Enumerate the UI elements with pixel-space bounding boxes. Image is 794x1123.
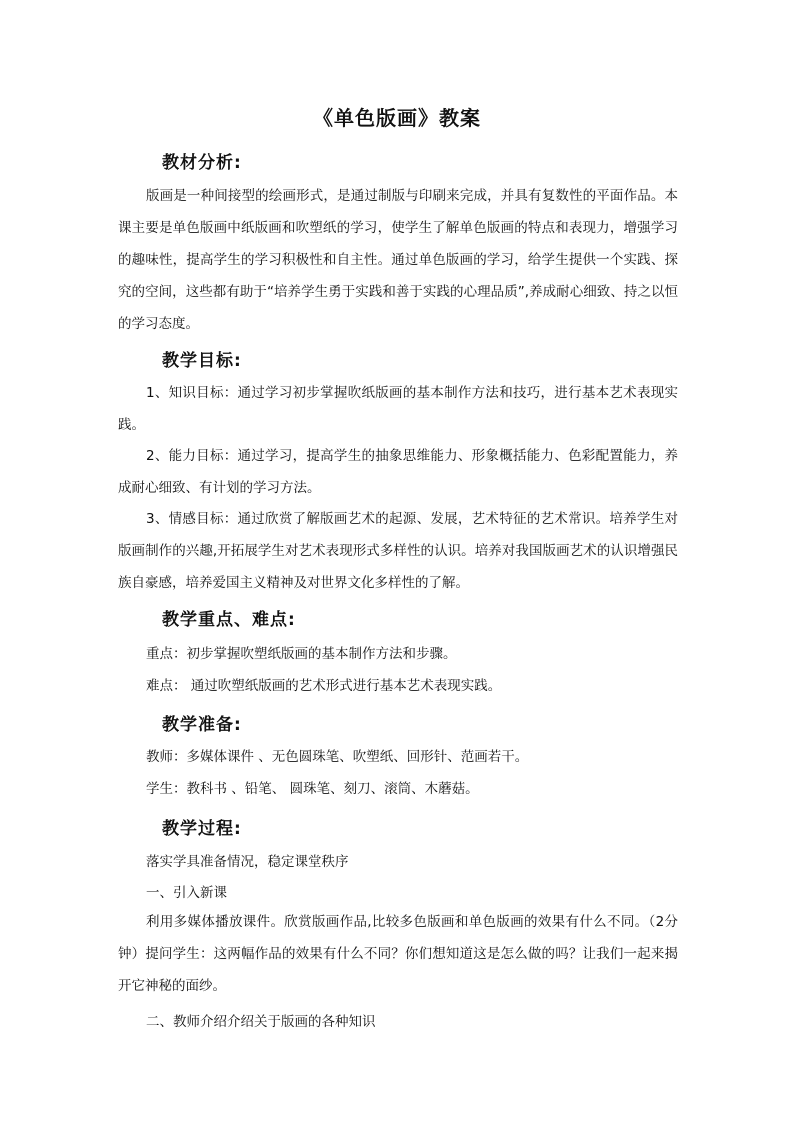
difficulty-line: 难点： 通过吹塑纸版画的艺术形式进行基本艺术表现实践。 (146, 678, 502, 694)
process-step1-title: 一、引入新课 (146, 885, 227, 901)
goal-item-ability: 2、能力目标：通过学习，提高学生的抽象思维能力、形象概括能力、色彩配置能力，养成耐心细致、有计划的学习方法。 (118, 448, 678, 496)
teacher-preparation-line: 教师：多媒体课件 、无色圆珠笔、吹塑纸、回形针、范画若干。 (146, 749, 529, 765)
process-step2-title: 二、教师介绍介绍关于版画的各种知识 (146, 1014, 376, 1030)
goal-item-emotion: 3、情感目标：通过欣赏了解版画艺术的起源、发展，艺术特征的艺术常识。培养学生对版画制作的兴趣,开拓展学生对艺术表现形式多样性的认识。培养对我国版画艺术的认识增强民族自豪感，培养爱国主义精神及对世界文化多样性的了解。 (118, 511, 678, 591)
student-preparation-line: 学生：教科书 、铅笔、 圆珠笔、刻刀、滚筒、木蘑菇。 (146, 781, 479, 797)
section-heading-preparation: 教学准备: (162, 715, 242, 735)
document-title: 《单色版画》教案 (313, 106, 481, 130)
key-point-line: 重点：初步掌握吹塑纸版画的基本制作方法和步骤。 (146, 646, 457, 662)
process-step1-paragraph: 利用多媒体播放课件。欣赏版画作品,比较多色版画和单色版画的效果有什么不同。（2分钟）提问学生：这两幅作品的效果有什么不同？你们想知道这是怎么做的吗？让我们一起来揭开它神秘的面纱。 (118, 914, 678, 994)
section-heading-process: 教学过程: (162, 819, 242, 839)
process-intro-line: 落实学具准备情况，稳定课堂秩序 (146, 854, 349, 870)
section-heading-goals: 教学目标: (162, 351, 242, 371)
section-heading-analysis: 教材分析: (162, 153, 242, 173)
analysis-paragraph: 版画是一种间接型的绘画形式，是通过制版与印刷来完成，并具有复数性的平面作品。本课主要是单色版画中纸版画和吹塑纸的学习，使学生了解单色版画的特点和表现力，增强学习的趣味性，提高学生的学习积极性和自主性。通过单色版画的学习，给学生提供一个实践、探究的空间，这些都有助于“培养学生勇于实践和善于实践的心理品质”,养成耐心细致、持之以恒的学习态度。 (118, 188, 678, 332)
goal-item-knowledge: 1、知识目标：通过学习初步掌握吹纸版画的基本制作方法和技巧，进行基本艺术表现实践。 (118, 385, 678, 433)
section-heading-key-points: 教学重点、难点: (162, 610, 296, 630)
